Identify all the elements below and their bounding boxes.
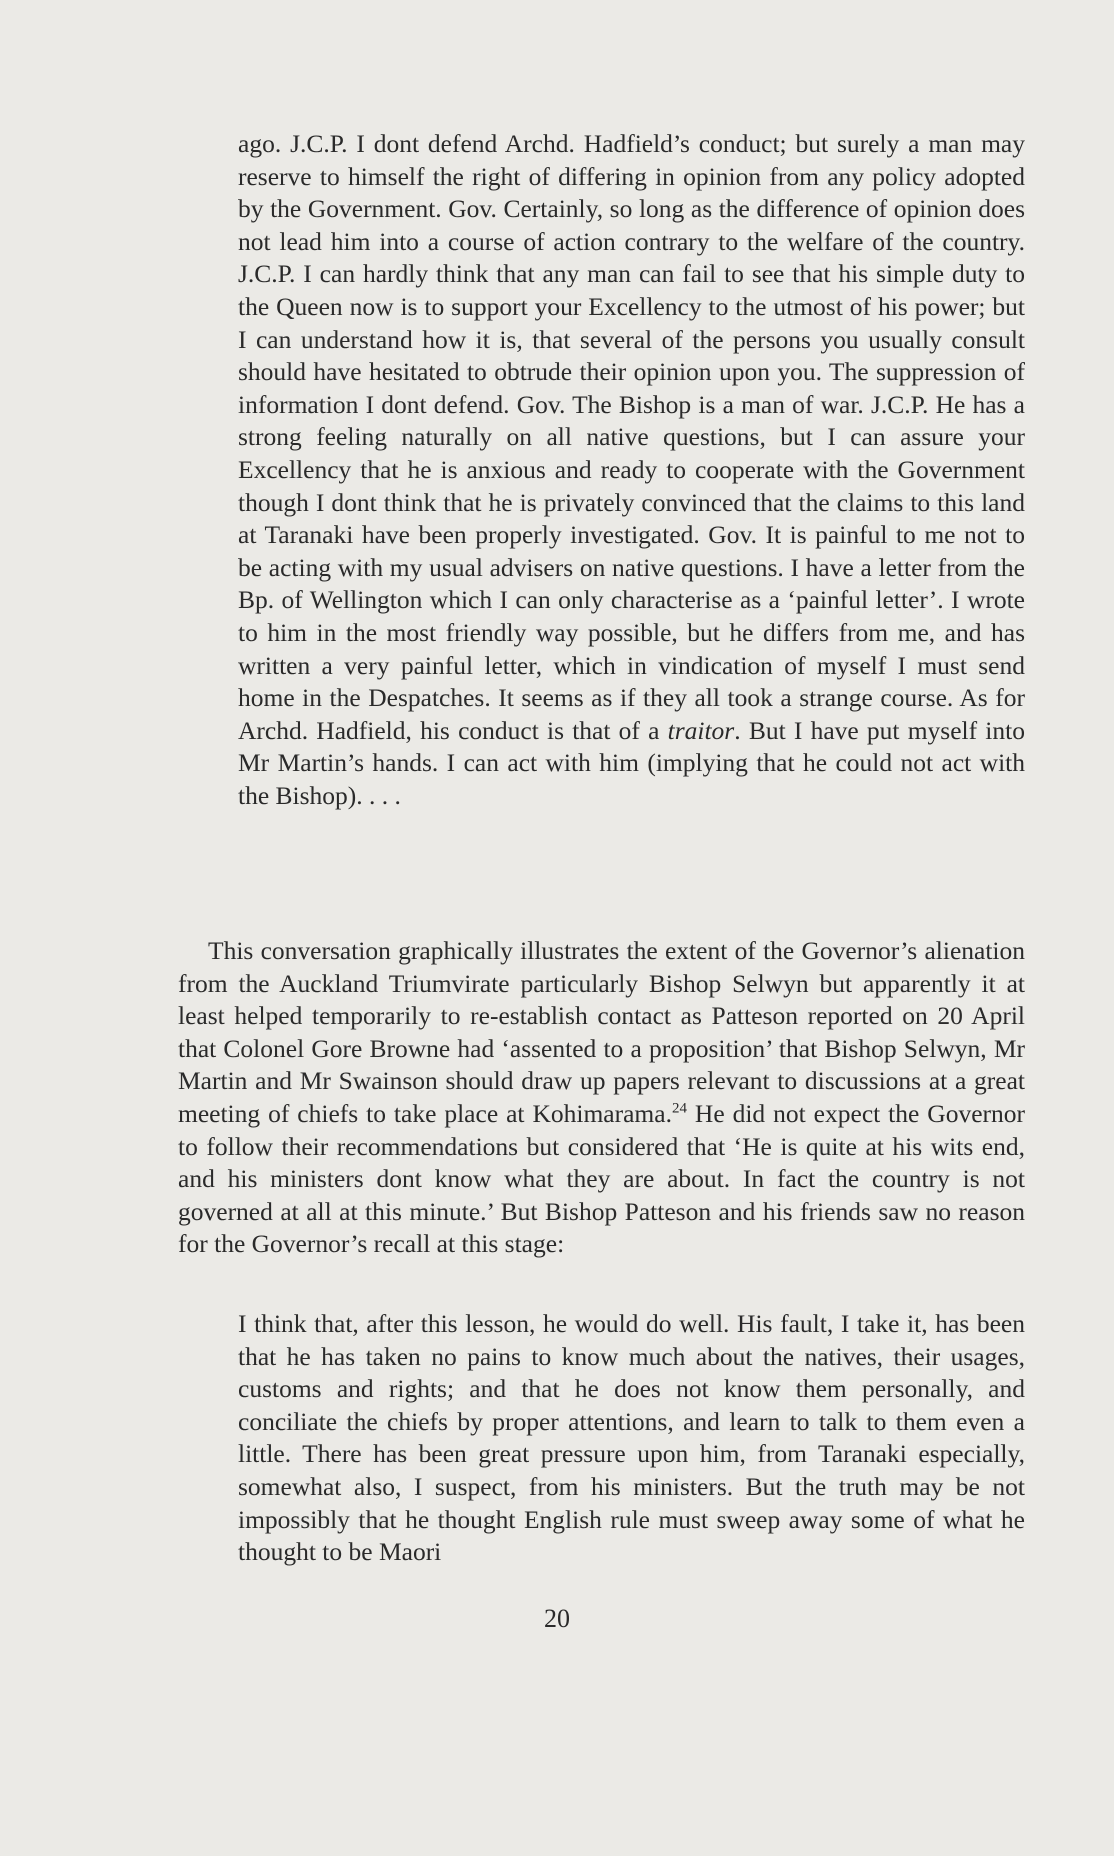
paragraph-text: This conversation graphically illustrates the extent of the Governor’s alienation from the Auckland Triumvirate particularly Bishop Selwyn but apparently it at least helped temporarily to re-establish contact as Patteson reported on 20 April that Colonel Gore Browne had ‘assented to a proposition’ that Bishop Selwyn, Mr Martin and Mr Swainson should draw up papers relevant to discussions at a great meeting of chiefs to take place at Kohimarama. (178, 936, 1025, 1128)
page-number: 20 (544, 1604, 570, 1633)
quote-text: I think that, after this lesson, he would do well. His fault, I take it, has been that he has taken no pains to know much about the natives, their usages, customs and rights; and that he does not know them personally, and conciliate the chiefs by proper attentions, and learn to talk to them even a little. There has been great pressure upon him, from Taranaki especially, somewhat also, I suspect, from his ministers. But the truth may be not impossibly that he thought English rule must sweep away some of what he thought to be Maori (238, 1309, 1025, 1567)
emphasized-word: traitor (667, 715, 735, 745)
indented-quote-conversation (238, 128, 1025, 812)
body-paragraph (178, 935, 1025, 1261)
indented-quote-patteson (238, 1308, 1025, 1569)
footnote-marker: 24 (671, 1100, 687, 1117)
quote-text-continued: . But I have put myself into Mr Martin’s hands. I can act with him (implying that he could not act with the Bishop). . . . (238, 715, 1025, 810)
paragraph-text-continued: He did not expect the Governor to follow their recommendations but considered that ‘He is quite at his wits end, and his ministers dont know what they are about. In fact the country is not governed at all at this minute.’ But Bishop Patteson and his friends saw no reason for the Governor’s recall at this stage: (178, 1098, 1025, 1259)
quote-text: ago. J.C.P. I dont defend Archd. Hadfield’s conduct; but surely a man may reserve to himself the right of differing in opinion from any policy adopted by the Government. Gov. Certainly, so long as the difference of opinion does not lead him into a course of action contrary to the welfare of the country. J.C.P. I can hardly think that any man can fail to see that his simple duty to the Queen now is to support your Excellency to the utmost of his power; but I can understand how it is, that several of the persons you usually consult should have hesitated to obtrude their opinion upon you. The suppression of information I dont defend. Gov. The Bishop is a man of war. J.C.P. He has a strong feeling naturally on all native questions, but I can assure your Excellency that he is anxious and ready to cooperate with the Government though I dont think that he is privately convinced that the claims to this land at Taranaki have been properly investigated. Gov. It is painful to me not to be acting with my usual advisers on native questions. I have a letter from the Bp. of Wellington which I can only characterise as a ‘painful letter’. I wrote to him in the most friendly way possible, but he differs from me, and has written a very painful letter, which in vindication of myself I must send home in the Despatches. It seems as if they all took a strange course. As for Archd. Hadfield, his conduct is that of a (238, 129, 1025, 745)
